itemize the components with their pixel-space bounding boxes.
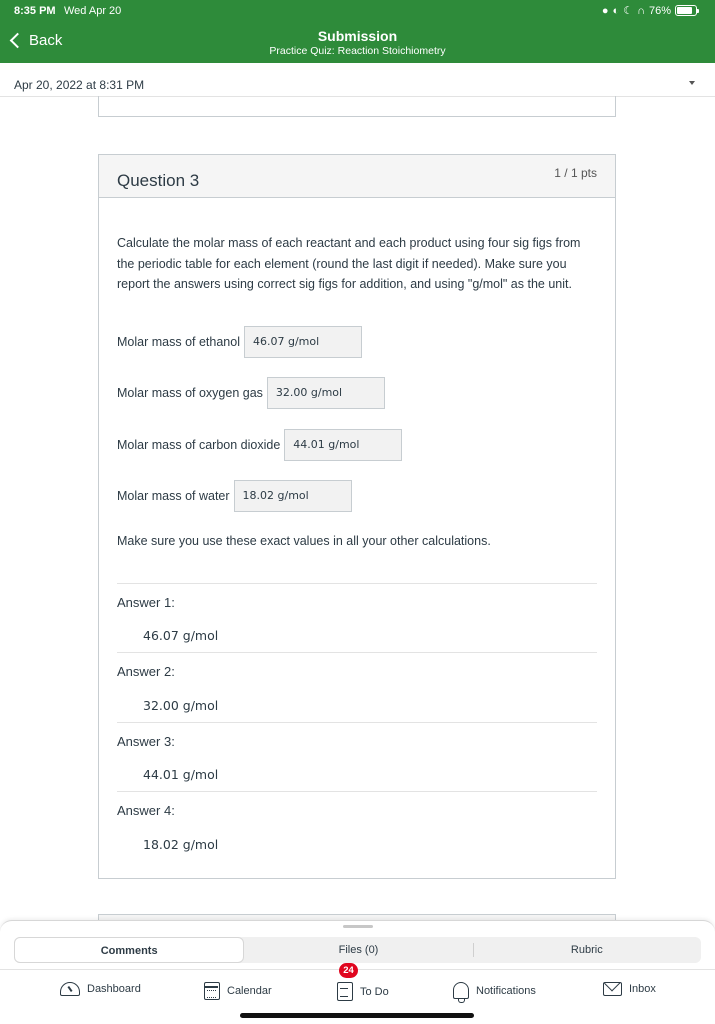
carbon-dioxide-input[interactable]: 44.01 g/mol <box>284 429 402 461</box>
attempt-date: Apr 20, 2022 at 8:31 PM <box>14 78 145 92</box>
water-input[interactable]: 18.02 g/mol <box>234 480 352 512</box>
field-label: Molar mass of water <box>117 489 230 503</box>
tab-label: Calendar <box>227 985 272 997</box>
answer-label: Answer 4: <box>117 803 175 818</box>
sheet-drag-handle[interactable] <box>343 925 373 928</box>
field-row-water <box>117 480 352 512</box>
tab-label: Inbox <box>629 983 656 995</box>
attempt-selector[interactable] <box>0 63 715 97</box>
page-title: Submission <box>317 28 398 44</box>
back-label: Back <box>29 32 63 49</box>
envelope-icon <box>603 982 622 996</box>
field-row-ethanol <box>117 326 362 358</box>
status-indicators <box>602 4 697 17</box>
status-bar <box>0 0 715 22</box>
divider <box>117 791 597 792</box>
app-header <box>0 0 715 63</box>
question-header <box>99 155 615 198</box>
headphones-icon: ∩ <box>637 4 645 17</box>
tab-dashboard[interactable] <box>60 982 141 996</box>
divider <box>117 652 597 653</box>
answer-value: 46.07 g/mol <box>143 628 219 643</box>
answer-label: Answer 2: <box>117 664 175 679</box>
caret-down-icon <box>689 81 695 85</box>
home-indicator[interactable] <box>240 1013 474 1018</box>
tab-files[interactable]: Files (0) <box>338 944 379 956</box>
battery-icon <box>675 5 697 16</box>
question-note: Make sure you use these exact values in all your other calculations. <box>117 534 491 548</box>
field-label: Molar mass of oxygen gas <box>117 386 263 400</box>
divider <box>117 583 597 584</box>
tab-label: To Do <box>360 985 389 998</box>
answer-label: Answer 1: <box>117 595 175 610</box>
status-date: Wed Apr 20 <box>64 5 122 17</box>
status-time: 8:35 PM <box>14 5 56 17</box>
tab-comments[interactable]: Comments <box>14 937 244 963</box>
answer-value: 18.02 g/mol <box>143 837 219 852</box>
page-subtitle: Practice Quiz: Reaction Stoichiometry <box>269 45 446 57</box>
ethanol-input[interactable]: 46.07 g/mol <box>244 326 362 358</box>
todo-badge: 24 <box>339 963 358 978</box>
previous-question-box <box>98 96 616 117</box>
tab-rubric[interactable]: Rubric <box>473 937 701 963</box>
field-label: Molar mass of carbon dioxide <box>117 438 281 452</box>
divider <box>117 722 597 723</box>
sheet-tabs <box>14 937 701 963</box>
field-row-oxygen <box>117 377 385 409</box>
wifi-icon: ● <box>601 4 609 17</box>
answer-label: Answer 3: <box>117 734 175 749</box>
tab-label: Dashboard <box>87 983 141 995</box>
tab-todo[interactable] <box>337 982 389 1001</box>
calendar-icon <box>204 982 220 1000</box>
question-card <box>98 154 616 879</box>
answer-value: 44.01 g/mol <box>143 767 219 782</box>
oxygen-input[interactable]: 32.00 g/mol <box>267 377 385 409</box>
question-title: Question 3 <box>117 171 200 190</box>
moon-icon: ☾ <box>623 5 634 17</box>
tab-notifications[interactable] <box>453 982 536 999</box>
answer-value: 32.00 g/mol <box>143 698 219 713</box>
tab-label: Notifications <box>476 984 536 997</box>
question-text: Calculate the molar mass of each reactant and each product using four sig figs from the periodic table for each element (round the last digit if needed). Make sure you report the answers using correct sig figs for addition, and using "g/mol" as the unit. <box>117 236 581 291</box>
dashboard-icon <box>60 982 80 996</box>
bell-icon <box>453 982 469 999</box>
field-label: Molar mass of ethanol <box>117 335 240 349</box>
battery-percent: 76% <box>648 4 671 17</box>
tab-inbox[interactable] <box>603 982 656 996</box>
todo-icon <box>337 982 353 1001</box>
tab-calendar[interactable] <box>204 982 272 1000</box>
bottom-sheet <box>0 920 715 1024</box>
question-points: 1 / 1 pts <box>554 166 597 180</box>
location-icon: ◐ <box>612 4 620 17</box>
field-row-carbon-dioxide <box>117 429 402 461</box>
